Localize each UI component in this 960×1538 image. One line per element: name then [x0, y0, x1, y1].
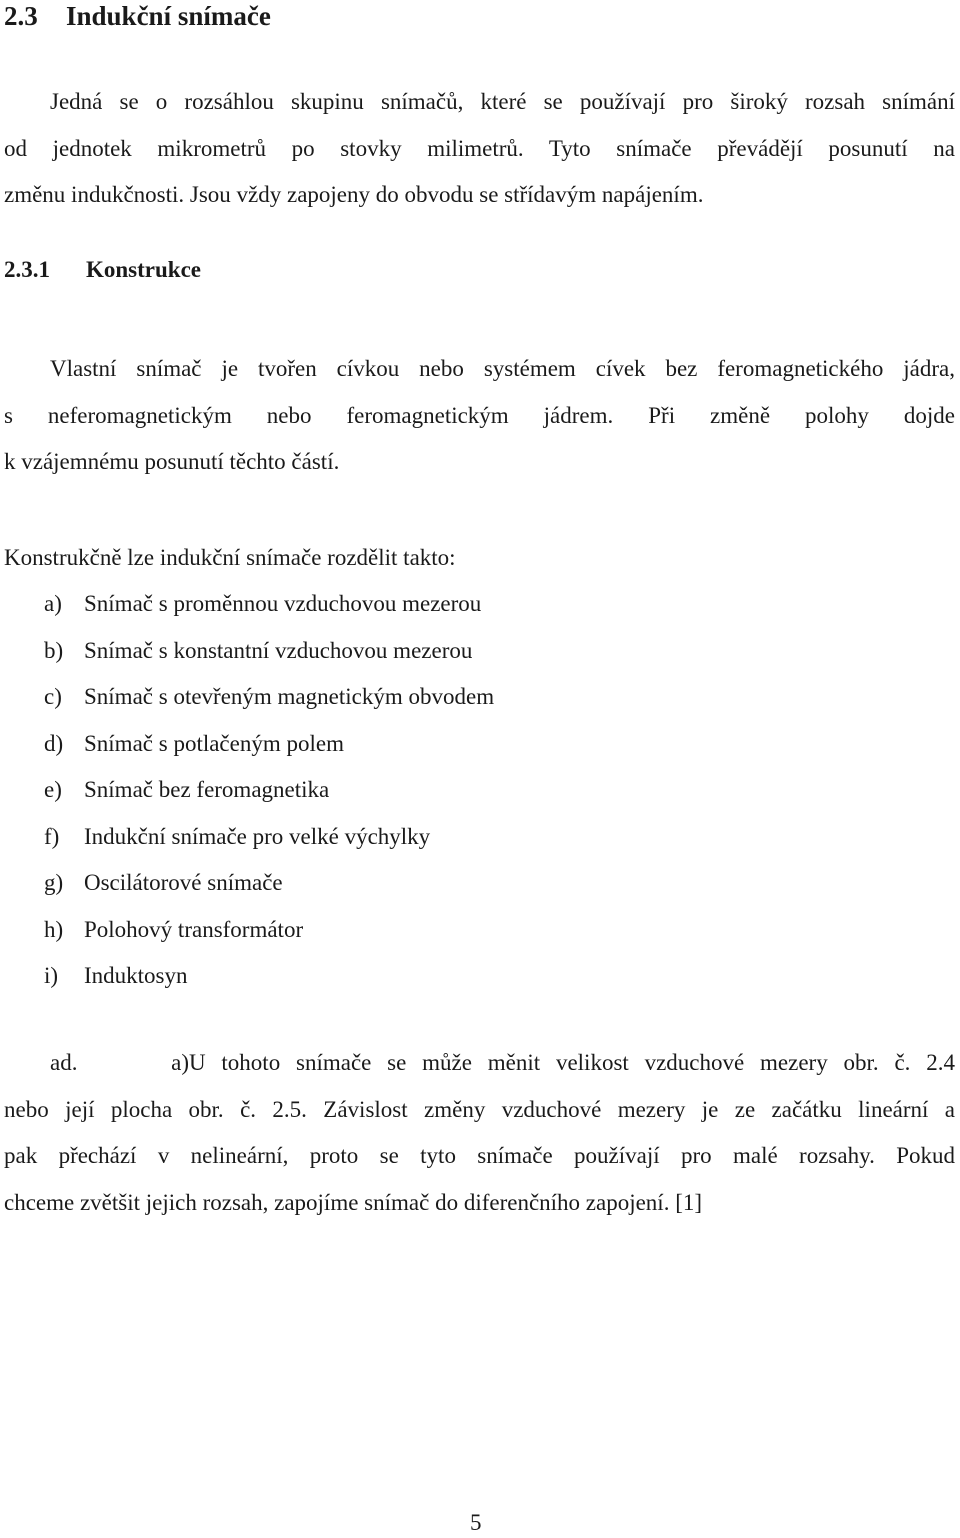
- ad-label: ad. a): [50, 1050, 189, 1075]
- ad-a-paragraph: [4, 1040, 955, 1226]
- construction-paragraph: [4, 346, 955, 486]
- list-item: [44, 953, 494, 1000]
- list-item: [44, 721, 494, 768]
- list-item-text: Oscilátorové snímače: [84, 870, 283, 895]
- list-item-letter: c): [44, 684, 62, 709]
- list-item: [44, 907, 494, 954]
- list-intro: Konstrukčně lze indukční snímače rozdělit takto:: [4, 545, 456, 570]
- paragraph-line: Vlastní snímač je tvořen cívkou nebo systémem cívek bez feromagnetického jádra,: [50, 356, 955, 381]
- list-item-letter: b): [44, 637, 64, 663]
- list-item: [44, 674, 494, 721]
- section-title: Indukční snímače: [66, 1, 271, 31]
- list-item: [44, 767, 494, 814]
- list-item: [44, 860, 494, 907]
- list-item-letter: d): [44, 730, 64, 756]
- page-number: 5: [470, 1510, 482, 1535]
- list-item-letter: i): [44, 963, 59, 988]
- list-item-letter: h): [44, 916, 64, 942]
- subsection-title: Konstrukce: [86, 257, 201, 282]
- list-item-letter: g): [44, 870, 64, 895]
- sensor-type-list: [44, 581, 494, 1000]
- paragraph-line: změnu indukčnosti. Jsou vždy zapojeny do obvodu se střídavým napájením.: [4, 182, 704, 207]
- paragraph-line: [4, 1040, 955, 1087]
- list-item-letter: e): [44, 777, 62, 802]
- list-item-letter: f): [44, 823, 60, 849]
- subsection-heading: [4, 252, 201, 288]
- list-item-text: Snímač bez feromagnetika: [84, 777, 330, 802]
- paragraph-line: nebo její plocha obr. č. 2.5. Závislost změny vzduchové mezery je ze začátku lineární a: [4, 1096, 955, 1122]
- paragraph-line: od jednotek mikrometrů po stovky milimetrů. Tyto snímače převádějí posunutí na: [4, 135, 955, 161]
- ad-first-line: U tohoto snímače se může měnit velikost vzduchové mezery obr. č. 2.4: [189, 1050, 955, 1075]
- list-item-text: Induktosyn: [84, 963, 188, 988]
- section-heading: [4, 0, 271, 36]
- subsection-number: 2.3.1: [4, 257, 50, 282]
- paragraph-line: chceme zvětšit jejich rozsah, zapojíme snímač do diferenčního zapojení. [1]: [4, 1189, 703, 1215]
- list-item-letter: a): [44, 591, 62, 616]
- list-item-text: Snímač s konstantní vzduchovou mezerou: [84, 637, 473, 663]
- list-item-text: Snímač s potlačeným polem: [84, 730, 344, 756]
- list-item: [44, 581, 494, 628]
- list-item-text: Snímač s otevřeným magnetickým obvodem: [84, 684, 495, 709]
- list-item-text: Polohový transformátor: [84, 916, 304, 942]
- section-number: 2.3: [4, 1, 38, 31]
- paragraph-line: k vzájemnému posunutí těchto částí.: [4, 449, 340, 474]
- intro-paragraph: [4, 79, 955, 219]
- list-item-text: Indukční snímače pro velké výchylky: [84, 823, 431, 849]
- list-item: [44, 628, 494, 675]
- list-item-text: Snímač s proměnnou vzduchovou mezerou: [84, 591, 482, 616]
- paragraph-line: Jedná se o rozsáhlou skupinu snímačů, které se používají pro široký rozsah snímání: [50, 89, 955, 114]
- paragraph-line: pak přechází v nelineární, proto se tyto snímače používají pro malé rozsahy. Pokud: [4, 1143, 955, 1168]
- list-item: [44, 814, 494, 861]
- paragraph-line: s neferomagnetickým nebo feromagnetickým jádrem. Při změně polohy dojde: [4, 402, 955, 428]
